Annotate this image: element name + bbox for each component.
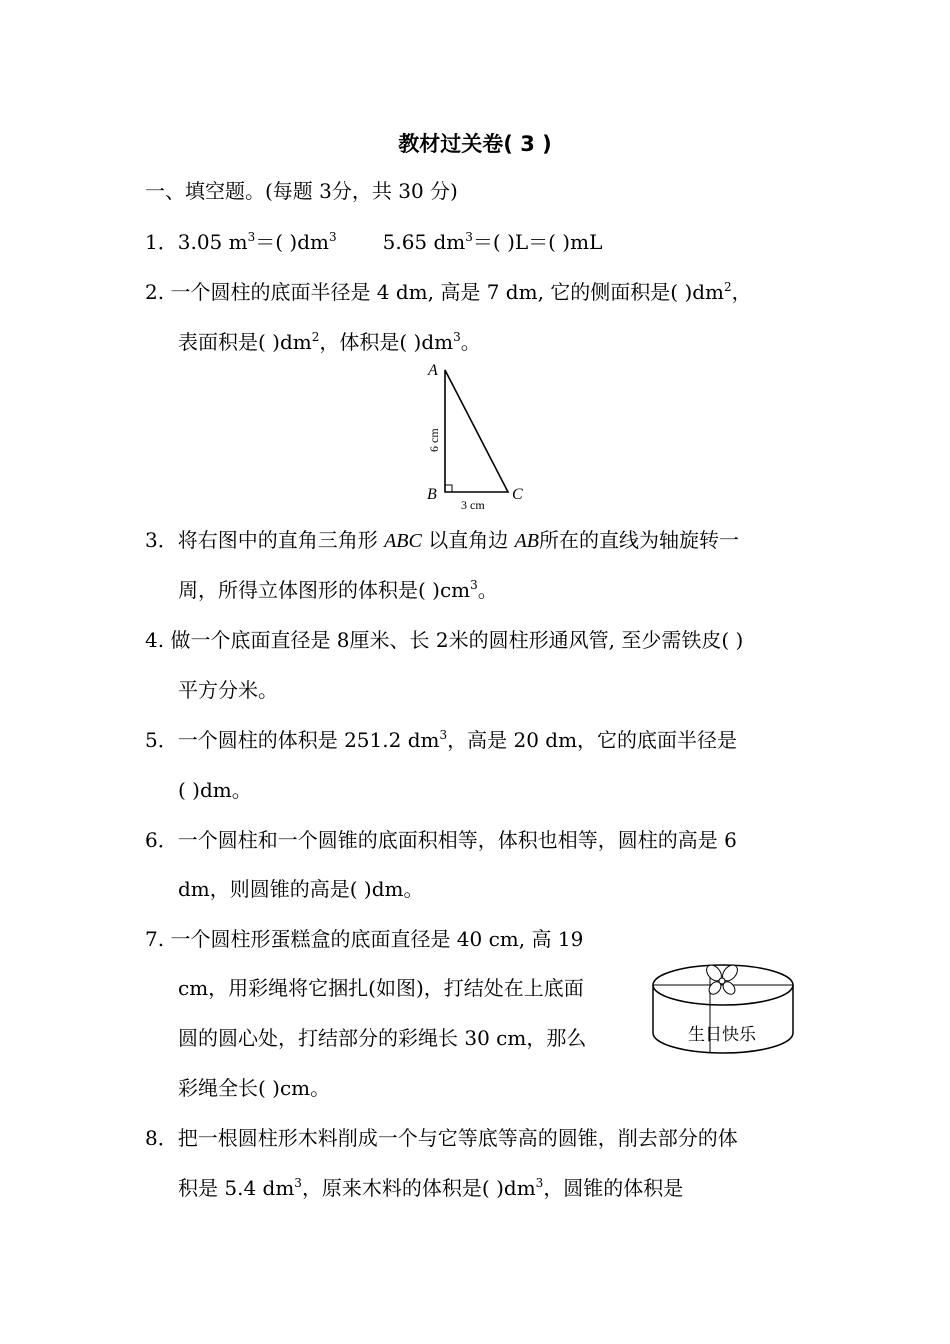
question-3-line-1: [145, 527, 739, 554]
question-6-line-2: dm，则圆锥的高是( )dm。: [178, 877, 424, 901]
q3-ab: AB: [514, 530, 540, 552]
question-8-line-2: [178, 1175, 683, 1201]
q2-text-2c: 。: [460, 330, 481, 354]
bow-knot: [719, 978, 725, 984]
cake-box-label: 生日快乐: [688, 1025, 756, 1045]
q2-text-2b: ，体积是( )dm: [319, 330, 454, 354]
q1-part-b: ＝( )dm: [255, 230, 329, 254]
q2-sup-3: 3: [453, 330, 461, 344]
page-title: 教材过关卷( 3 ): [398, 132, 552, 156]
q2-text-2a: 表面积是( )dm: [178, 330, 312, 354]
q3-text-1a: 3．将右图中的直角三角形: [145, 528, 385, 552]
q8-sup-2: 3: [535, 1176, 544, 1190]
q1-number: 1．: [145, 230, 178, 254]
q3-abc: ABC: [384, 530, 422, 552]
q2-text-1: 2. 一个圆柱的底面半径是 4 dm, 高是 7 dm, 它的侧面积是( )dm: [145, 280, 725, 304]
q3-text-2b: 。: [477, 578, 498, 602]
label-b: B: [427, 486, 437, 503]
q8-text-2b: ，原来木料的体积是( )dm: [301, 1176, 536, 1200]
q3-sup: 3: [470, 578, 478, 592]
q8-text-2a: 积是 5.4 dm: [178, 1176, 295, 1200]
question-2-line-2: [178, 329, 481, 355]
question-5-line-1: [145, 727, 737, 753]
q3-text-1e: 所在的直线为轴旋转一: [539, 528, 740, 552]
q2-text-1-end: ，: [731, 280, 752, 304]
label-side-bc: 3 cm: [461, 498, 485, 512]
question-7-line-1: 7. 一个圆柱形蛋糕盒的底面直径是 40 cm, 高 19: [145, 927, 584, 951]
question-6-line-1: 6．一个圆柱和一个圆锥的底面积相等，体积也相等，圆柱的高是 6: [145, 828, 737, 852]
q2-sup-1: 2: [724, 280, 732, 294]
question-2-line-1: [145, 279, 752, 305]
question-5-line-2: ( )dm。: [178, 778, 252, 802]
q3-text-2a: 周，所得立体图形的体积是( )cm: [178, 578, 471, 602]
q3-text-1c: 以直角边: [421, 528, 515, 552]
triangle-figure: [420, 358, 540, 518]
q1-sup-3: 3: [465, 230, 473, 244]
q5-sup: 3: [439, 728, 448, 742]
q5-text-1b: ，高是 20 dm，它的底面半径是: [447, 728, 738, 752]
question-7-line-3: 圆的圆心处，打结部分的彩绳长 30 cm，那么: [178, 1026, 587, 1050]
label-side-ab: 6 cm: [427, 428, 441, 452]
q1-part-c: 5.65 dm: [382, 230, 466, 254]
question-7-line-4: 彩绳全长( )cm。: [178, 1076, 331, 1100]
cake-box-figure: [648, 955, 798, 1065]
q1-part-d: ＝( )L＝( )mL: [472, 230, 603, 254]
q8-text-2c: ，圆锥的体积是: [543, 1176, 684, 1200]
q5-text-1a: 5．一个圆柱的体积是 251.2 dm: [145, 728, 440, 752]
right-angle-mark: [445, 485, 452, 492]
label-a: A: [428, 362, 438, 379]
q1-part-a: 3.05 m: [177, 230, 248, 254]
question-3-line-2: [178, 577, 498, 603]
q1-sup-2: 3: [328, 230, 337, 244]
question-7-line-2: cm，用彩绳将它捆扎(如图)，打结处在上底面: [178, 976, 584, 1000]
q8-sup-1: 3: [294, 1176, 302, 1190]
q2-sup-2: 2: [311, 330, 320, 344]
question-4-line-1: 4. 做一个底面直径是 8厘米、长 2米的圆柱形通风管, 至少需铁皮( ): [145, 628, 744, 652]
label-c: C: [512, 486, 523, 503]
q1-sup-1: 3: [247, 230, 256, 244]
question-8-line-1: 8．把一根圆柱形木料削成一个与它等底等高的圆锥，削去部分的体: [145, 1126, 738, 1150]
question-1: [145, 229, 602, 255]
section-heading: 一、填空题。(每题 3分，共 30 分): [145, 179, 458, 203]
question-4-line-2: 平方分米。: [178, 678, 278, 702]
triangle-abc: [445, 370, 508, 492]
